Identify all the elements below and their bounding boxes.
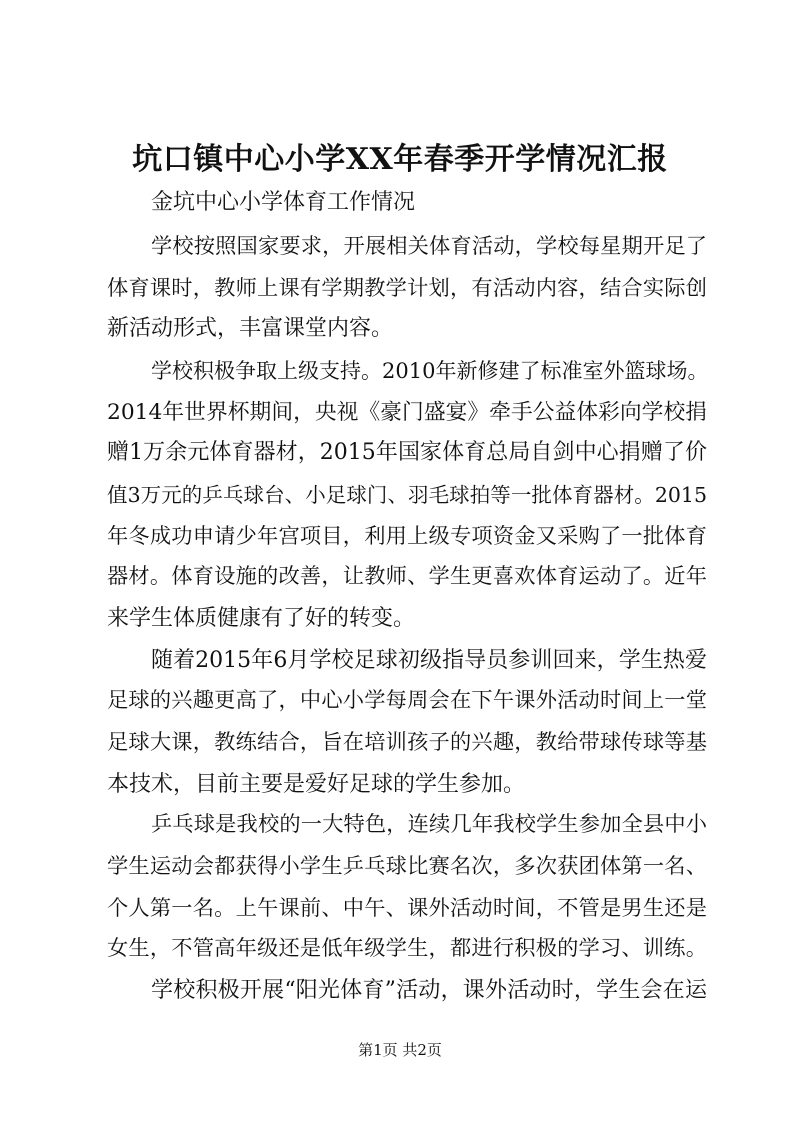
paragraph-line: 个人第一名。上午课前、中午、课外活动时间，不管是男生还是 <box>107 896 707 921</box>
paragraph-line: 学校按照国家要求，开展相关体育活动，学校每星期开足了 <box>151 234 707 259</box>
page-indicator: 第1页 共2页 <box>358 1041 442 1059</box>
paragraph-line: 学生运动会都获得小学生乒乓球比赛名次，多次获团体第一名、 <box>107 854 707 879</box>
paragraph-line: 随着2015年6月学校足球初级指导员参训回来，学生热爱 <box>151 648 707 673</box>
paragraph-line: 来学生体质健康有了好的转变。 <box>107 606 416 631</box>
paragraph-line: 学校积极争取上级支持。2010年新修建了标准室外篮球场。 <box>151 359 709 383</box>
paragraph-line: 体育课时，教师上课有学期教学计划，有活动内容，结合实际创 <box>107 276 707 301</box>
paragraph-line: 值3万元的乒乓球台、小足球门、羽毛球拍等一批体育器材。2015 <box>107 483 707 507</box>
document-subtitle: 金坑中心小学体育工作情况 <box>151 190 416 215</box>
paragraph-line: 学校积极开展“阳光体育”活动，课外活动时，学生会在运 <box>151 978 707 1003</box>
paragraph-line: 2014年世界杯期间，央视《豪门盛宴》牵手公益体彩向学校捐 <box>107 400 707 425</box>
paragraph-line: 乒乓球是我校的一大特色，连续几年我校学生参加全县中小 <box>151 812 707 837</box>
paragraph-line: 足球大课，教练结合，旨在培训孩子的兴趣，教给带球传球等基 <box>107 730 707 755</box>
paragraph-line: 足球的兴趣更高了，中心小学每周会在下午课外活动时间上一堂 <box>107 688 707 713</box>
document-title: 坑口镇中心小学XX年春季开学情况汇报 <box>132 142 668 177</box>
paragraph-line: 新活动形式，丰富课堂内容。 <box>107 316 394 341</box>
paragraph-line: 本技术，目前主要是爱好足球的学生参加。 <box>107 772 526 797</box>
paragraph-line: 器材。体育设施的改善，让教师、学生更喜欢体育运动了。近年 <box>107 564 707 589</box>
paragraph-line: 年冬成功申请少年宫项目，利用上级专项资金又采购了一批体育 <box>107 524 707 549</box>
paragraph-line: 赠1万余元体育器材，2015年国家体育总局自剑中心捐赠了价 <box>107 440 707 465</box>
paragraph-line: 女生，不管高年级还是低年级学生，都进行积极的学习、训练。 <box>107 936 707 961</box>
